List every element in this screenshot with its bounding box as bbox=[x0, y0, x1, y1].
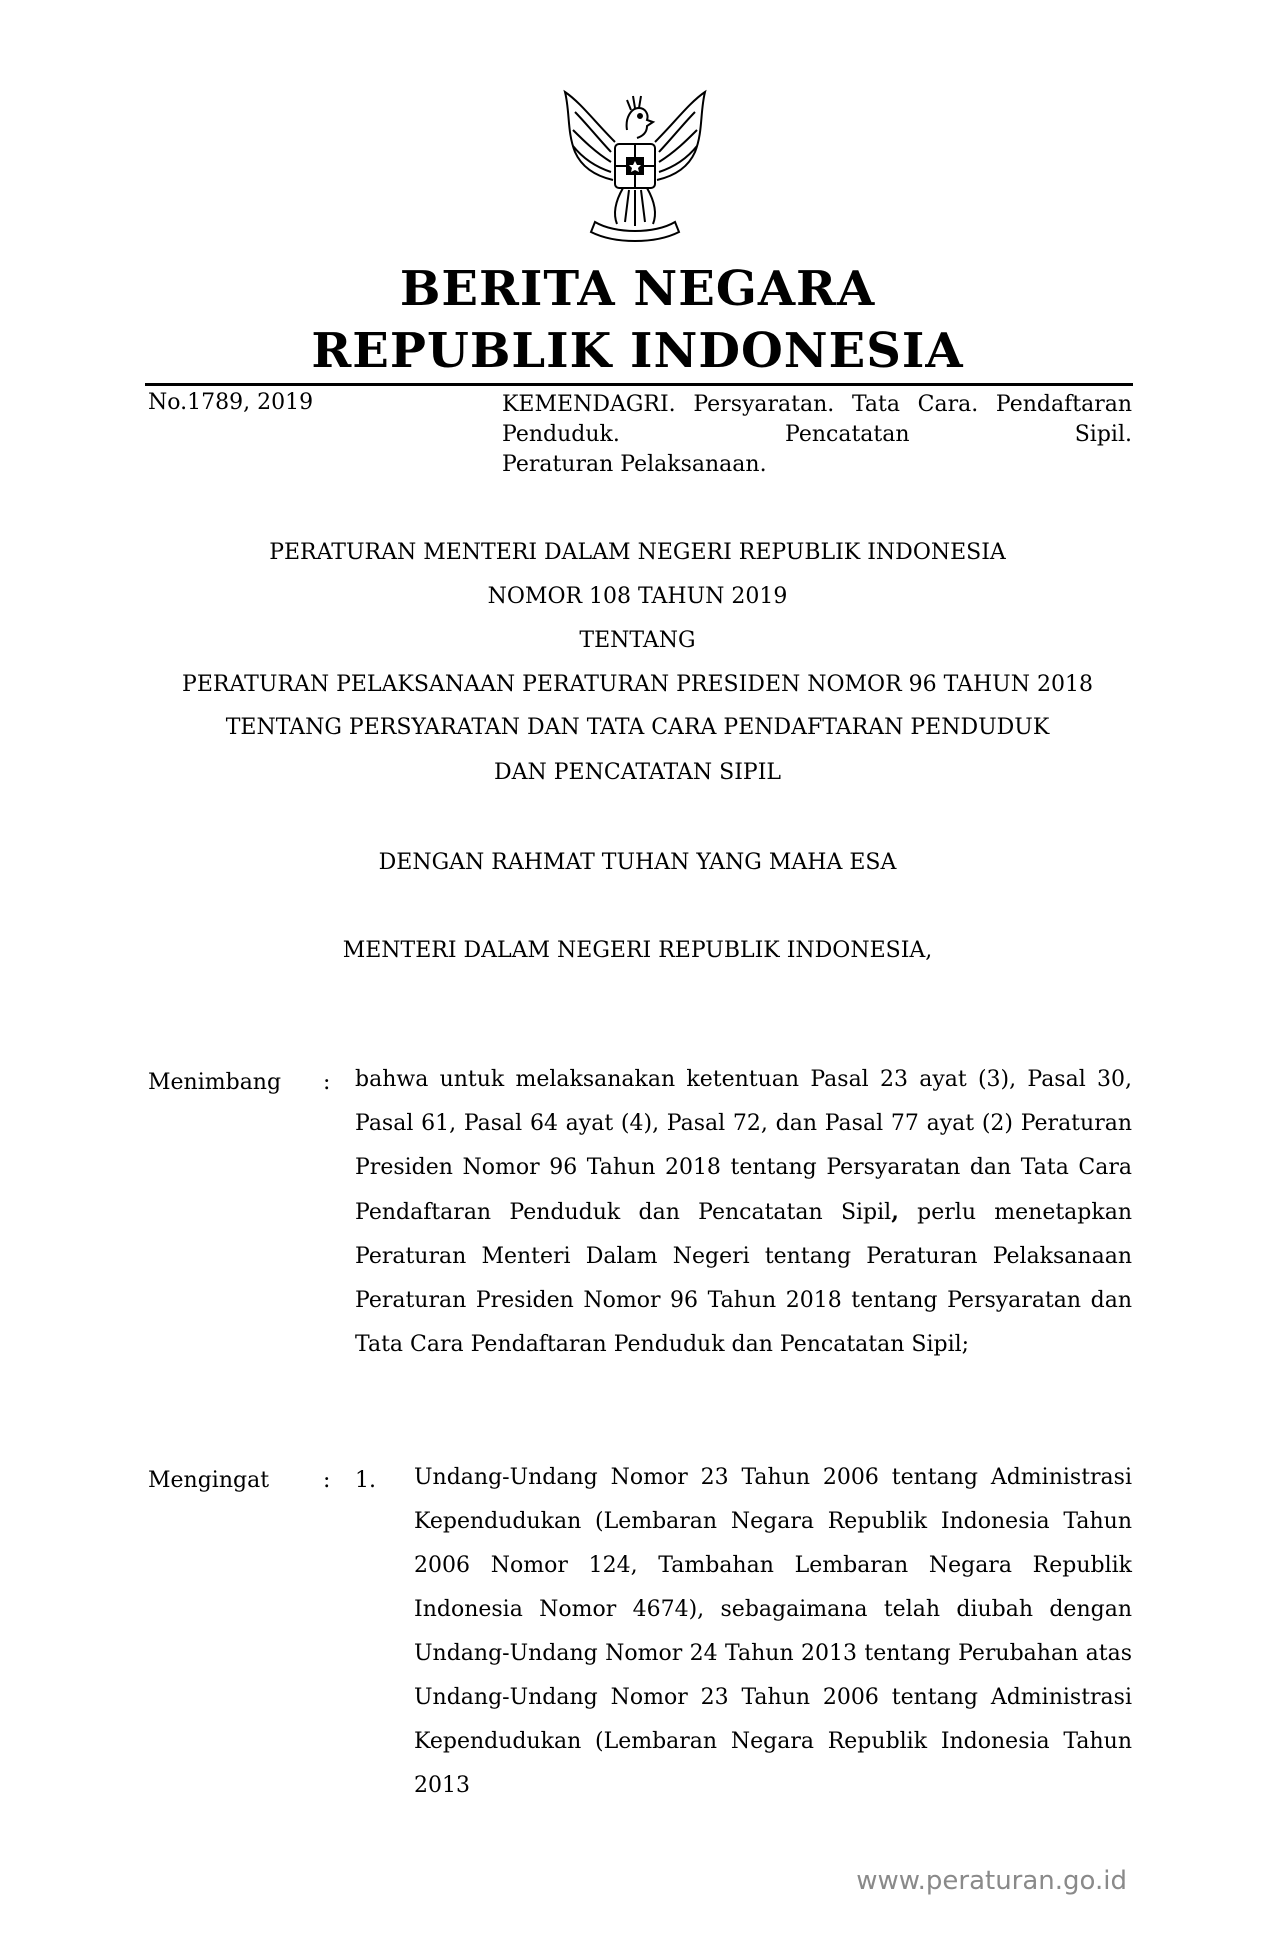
mengingat-item-number: 1. bbox=[355, 1468, 376, 1493]
publication-topic bbox=[502, 390, 1132, 480]
footer-website-link[interactable]: www.peraturan.go.id bbox=[856, 1866, 1127, 1896]
mengingat-colon: : bbox=[323, 1468, 331, 1493]
regulation-title-line5: TENTANG PERSYARATAN DAN TATA CARA PENDAFTARAN PENDUDUK bbox=[225, 715, 1050, 740]
menimbang-text bbox=[355, 1058, 1132, 1367]
regulation-title-line6: DAN PENCATATAN SIPIL bbox=[493, 760, 782, 785]
garuda-emblem-icon bbox=[545, 82, 725, 247]
regulation-title-line2: NOMOR 108 TAHUN 2019 bbox=[487, 584, 788, 609]
publication-title-line1: BERITA NEGARA bbox=[399, 261, 876, 317]
regulation-title-line3: TENTANG bbox=[579, 628, 696, 653]
publication-topic-part2: Peraturan Pelaksanaan. bbox=[502, 452, 767, 477]
menimbang-text-part2: perlu menetapkan Peraturan Menteri Dalam Negeri tentang Peraturan Pelaksanaan Peraturan Presiden Nomor 96 Tahun 2018 tentang Persyaratan dan Tata Cara Pendaftaran Penduduk dan Pencatatan Sipil; bbox=[355, 1200, 1132, 1357]
menimbang-bold-comma: , bbox=[891, 1199, 899, 1225]
publication-number: No.1789, 2019 bbox=[148, 390, 314, 415]
menimbang-text-part1: bahwa untuk melaksanakan ketentuan Pasal 23 ayat (3), Pasal 30, Pasal 61, Pasal 64 ayat (4), Pasal 72, dan Pasal 77 ayat (2) Peraturan Presiden Nomor 96 Tahun 2018 tentang Persyaratan dan Tata Cara Pendaftaran Penduduk dan Pencatatan Sipil bbox=[355, 1067, 1132, 1225]
issuer-line: MENTERI DALAM NEGERI REPUBLIK INDONESIA, bbox=[342, 938, 933, 963]
mengingat-item-text: Undang-Undang Nomor 23 Tahun 2006 tentang Administrasi Kependudukan (Lembaran Negara Republik Indonesia Tahun 2006 Nomor 124, Tambahan Lembaran Negara Republik Indonesia Nomor 4674), sebagaimana telah diubah dengan Undang-Undang Nomor 24 Tahun 2013 tentang Perubahan atas Undang-Undang Nomor 23 Tahun 2006 tentang Administrasi Kependudukan (Lembaran Negara Republik Indonesia Tahun 2013 bbox=[414, 1465, 1132, 1798]
mengingat-label: Mengingat bbox=[148, 1468, 270, 1493]
publication-topic-part1: KEMENDAGRI. Persyaratan. Tata Cara. Pendaftaran Penduduk. Pencatatan Sipil. bbox=[502, 392, 1132, 447]
blessing-line: DENGAN RAHMAT TUHAN YANG MAHA ESA bbox=[378, 850, 897, 875]
regulation-title-line4: PERATURAN PELAKSANAAN PERATURAN PRESIDEN NOMOR 96 TAHUN 2018 bbox=[182, 672, 1093, 697]
menimbang-colon: : bbox=[323, 1070, 331, 1095]
regulation-title-line1: PERATURAN MENTERI DALAM NEGERI REPUBLIK INDONESIA bbox=[269, 540, 1006, 565]
menimbang-label: Menimbang bbox=[148, 1070, 282, 1095]
publication-title-line2: REPUBLIK INDONESIA bbox=[311, 323, 964, 379]
title-divider bbox=[145, 383, 1133, 386]
